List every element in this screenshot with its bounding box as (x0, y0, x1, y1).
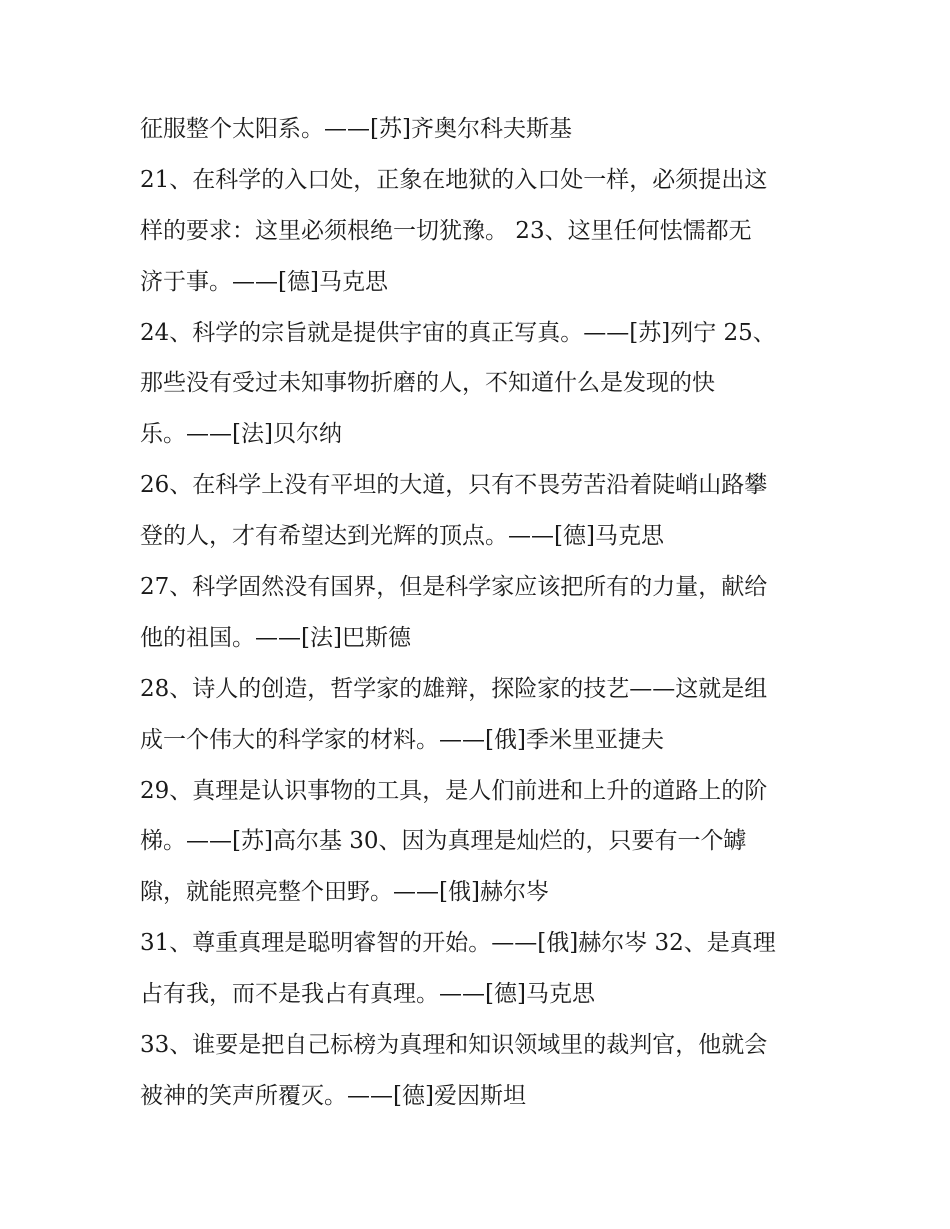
text-line: 那些没有受过未知事物折磨的人，不知道什么是发现的快 (140, 370, 715, 397)
text-line: 24、科学的宗旨就是提供宇宙的真正写真。——[苏]列宁 25、 (140, 319, 776, 346)
text-line: 21、在科学的入口处，正象在地狱的入口处一样，必须提出这 (140, 166, 768, 193)
text-line: 样的要求：这里必须根绝一切犹豫。 23、这里任何怯懦都无 (140, 217, 752, 244)
text-line: 27、科学固然没有国界，但是科学家应该把所有的力量，献给 (140, 574, 768, 601)
text-line: 成一个伟大的科学家的材料。——[俄]季米里亚捷夫 (140, 726, 664, 753)
text-line: 梯。——[苏]高尔基 30、因为真理是灿烂的，只要有一个罅 (140, 828, 747, 855)
text-line: 济于事。——[德]马克思 (140, 268, 388, 295)
text-line: 被神的笑声所覆灭。——[德]爱因斯坦 (140, 1082, 526, 1109)
text-line: 占有我，而不是我占有真理。——[德]马克思 (140, 981, 595, 1008)
text-line: 31、尊重真理是聪明睿智的开始。——[俄]赫尔岑 32、是真理 (140, 930, 776, 957)
text-line: 33、谁要是把自己标榜为真理和知识领域里的裁判官，他就会 (140, 1032, 768, 1059)
text-line: 隙，就能照亮整个田野。——[俄]赫尔岑 (140, 879, 549, 906)
text-line: 26、在科学上没有平坦的大道，只有不畏劳苦沿着陡峭山路攀 (140, 472, 768, 499)
quote-text-block (140, 104, 820, 1122)
text-line: 乐。——[法]贝尔纳 (140, 421, 342, 448)
text-line: 29、真理是认识事物的工具，是人们前进和上升的道路上的阶 (140, 777, 768, 804)
text-line: 征服整个太阳系。——[苏]齐奥尔科夫斯基 (140, 116, 572, 142)
text-line: 他的祖国。——[法]巴斯德 (140, 624, 411, 651)
text-line: 登的人，才有希望达到光辉的顶点。——[德]马克思 (140, 523, 664, 550)
text-line: 28、诗人的创造，哲学家的雄辩，探险家的技艺——这就是组 (140, 675, 768, 702)
